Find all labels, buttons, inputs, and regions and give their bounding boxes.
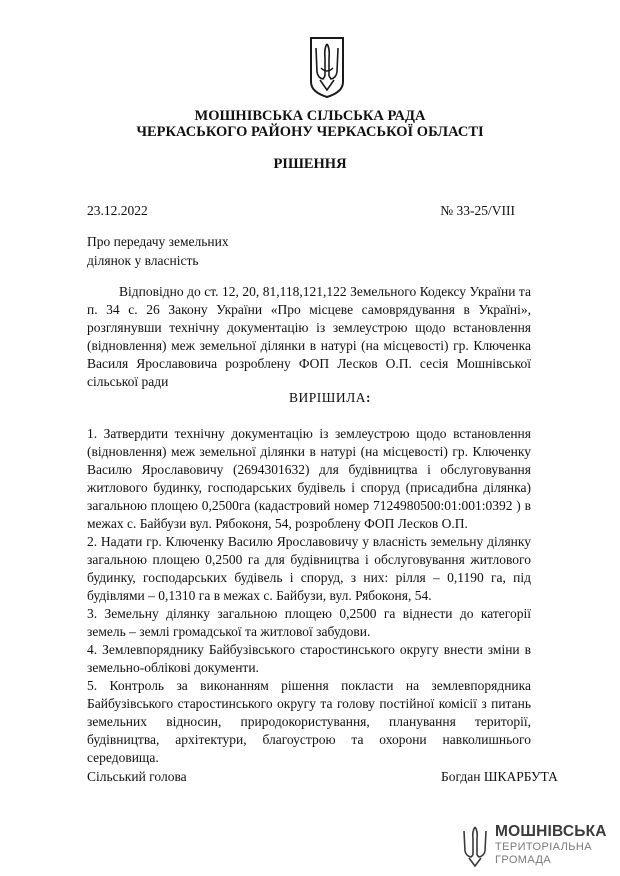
document-type: РІШЕННЯ <box>273 156 347 172</box>
subject-line: ділянок у власність <box>87 253 199 268</box>
signatory-position: Сільський голова <box>87 769 187 784</box>
intro-paragraph: Відповідно до ст. 12, 20, 81,118,121,122 Земельного Кодексу України та п. 34 с. 26 Закону України «Про місцеве самоврядування в Україні», розглянувши технічну документацію із землеустрою щодо встановлення (відновлення) меж земельної ділянки в натурі (на місцевості) гр. Ключенка Василя Ярославовича розроблену ФОП Лесков О.П. сесія Мошнівської сільської ради <box>87 284 531 389</box>
decision-subject <box>87 232 229 270</box>
signatory-name: Богдан ШКАРБУТА <box>441 769 558 784</box>
district-title: ЧЕРКАСЬКОГО РАЙОНУ ЧЕРКАСЬКОЇ ОБЛАСТІ <box>136 124 484 140</box>
council-title: МОШНІВСЬКА СІЛЬСЬКА РАДА <box>194 108 426 124</box>
decision-item: 2. Надати гр. Ключенку Василю Ярославовичу у власність земельну ділянку загальною площею 0,2500 га для будівництва і обслуговування житлового будинку, господарських будівель і споруд, з них: рілля – 0,1190 га, під будівлями – 0,1310 га в межах с. Байбузи, вул. Рябоконя, 54. <box>87 534 531 603</box>
decided-heading: ВИРІШИЛА: <box>288 390 372 405</box>
decision-item: 3. Земельну ділянку загальною площею 0,2500 га віднести до категорії земель – землі громадської та житлової забудови. <box>87 606 531 639</box>
tryzub-logo-icon <box>461 825 489 869</box>
logo-subtitle: ТЕРИТОРІАЛЬНА <box>495 841 592 853</box>
decision-number: № 33-25/VIII <box>440 203 515 218</box>
community-logo <box>461 823 611 873</box>
decision-date: 23.12.2022 <box>87 203 148 218</box>
decision-item: 5. Контроль за виконанням рішення покласти на землевпорядника Байбузівського старостинського округу та голову постійної комісії з питань земельних відносин, природокористування, планування території, будівництва, архітектури, благоустрою та охорони навколишнього середовища. <box>87 678 531 765</box>
subject-line: Про передачу земельних <box>87 234 229 249</box>
coat-of-arms-icon <box>309 36 345 98</box>
logo-subtitle: ГРОМАДА <box>495 854 552 866</box>
decision-item: 4. Землевпоряднику Байбузівського старостинського округу внести зміни в земельно-облікові документи. <box>87 642 531 675</box>
decision-items <box>87 425 531 767</box>
decided-label: ВИРІШИЛА <box>288 390 367 405</box>
decision-item: 1. Затвердити технічну документацію із землеустрою щодо встановлення (відновлення) меж земельної ділянки в натурі (на місцевості) гр. Ключенку Василю Ярославовичу (2694301632) для будівництва і обслуговування житлового будинку, господарських будівель і споруд (присадибна ділянка) загальною площею 0,2500га (кадастровий номер 7124980500:01:001:0392 ) в межах с. Байбузи вул. Рябоконя, 54, розроблену ФОП Лесков О.П. <box>87 426 531 531</box>
logo-title: МОШНІВСЬКА <box>495 823 607 840</box>
